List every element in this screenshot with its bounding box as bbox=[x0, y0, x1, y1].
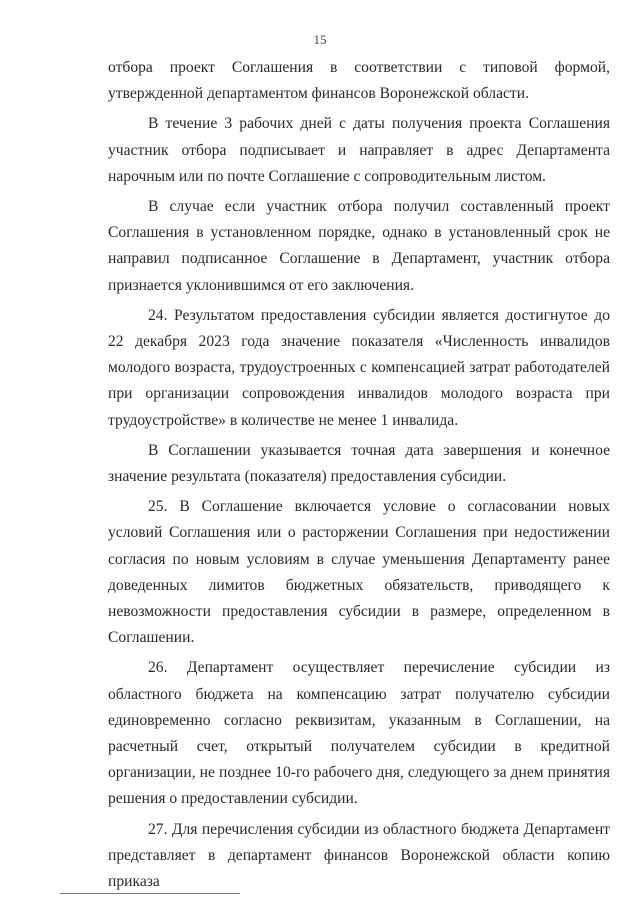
paragraph-item-26: 26. Департамент осуществляет перечисление субсидии из областного бюджета на компенсацию затрат получателю субсидии единовременно согласно реквизитам, указанным в Соглашении, на расчетный счет, открытый получателем субсидии в кредитной организации, не позднее 10-го рабочего дня, следующего за днем принятия решения о предоставлении субсидии. bbox=[108, 659, 610, 808]
document-body bbox=[108, 55, 610, 895]
paragraph-result-date: В Соглашении указывается точная дата завершения и конечное значение результата (показателя) предоставления субсидии. bbox=[108, 441, 610, 486]
paragraph-evasion: В случае если участник отбора получил составленный проект Соглашения в установленном порядке, однако в установленный срок не направил подписанное Соглашение в Департамент, участник отбора признается уклонившимся от его заключения. bbox=[108, 198, 610, 294]
paragraph-signing-deadline: В течение 3 рабочих дней с даты получения проекта Соглашения участник отбора подписывает и направляет в адрес Департамента нарочным или по почте Соглашение с сопроводительным листом. bbox=[108, 115, 610, 185]
paragraph-item-25: 25. В Соглашение включается условие о согласовании новых условий Соглашения или о расторжении Соглашения при недостижении согласия по новым условиям в случае уменьшения Департаменту ранее доведенных лимитов бюджетных обязательств, приводящего к невозможности предоставления субсидии в размере, определенном в Соглашении. bbox=[108, 498, 610, 647]
paragraph-item-27: 27. Для перечисления субсидии из областного бюджета Департамент представляет в департамент финансов Воронежской области копию приказа bbox=[108, 820, 610, 891]
paragraph-item-24: 24. Результатом предоставления субсидии является достигнутое до 22 декабря 2023 года значение показателя «Численность инвалидов молодого возраста, трудоустроенных с компенсацией затрат работодателей при организации сопровождения инвалидов молодого возраста при трудоустройстве» в количестве не менее 1 инвалида. bbox=[108, 306, 610, 429]
bottom-rule bbox=[60, 893, 240, 894]
paragraph-continuation: отбора проект Соглашения в соответствии с типовой формой, утвержденной департаментом финансов Воронежской области. bbox=[108, 59, 610, 103]
page-number: 15 bbox=[313, 32, 327, 47]
